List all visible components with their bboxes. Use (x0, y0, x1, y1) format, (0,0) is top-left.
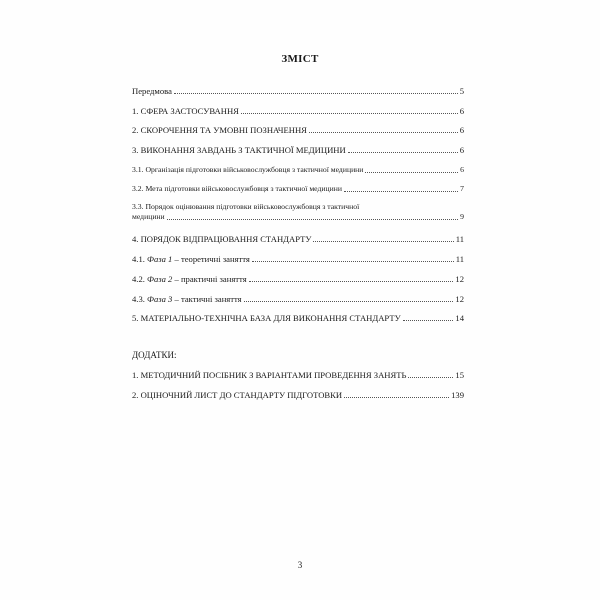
toc-entry-label: 2. СКОРОЧЕННЯ ТА УМОВНІ ПОЗНАЧЕННЯ (132, 125, 307, 135)
toc-entry-page: 14 (455, 313, 464, 323)
toc-entry-3-2 (132, 184, 464, 194)
dot-leader (252, 261, 454, 262)
appendix-entry-page: 139 (451, 390, 464, 400)
toc-entry-phase: Фаза 3 (147, 294, 173, 304)
appendix-entry-page: 15 (455, 370, 464, 380)
dot-leader (313, 241, 453, 242)
toc-entry-label (132, 254, 250, 264)
toc-entry-page: 6 (459, 145, 464, 155)
dot-leader (344, 191, 458, 192)
dot-leader (344, 397, 449, 398)
toc-entry-label: 5. МАТЕРІАЛЬНО-ТЕХНІЧНА БАЗА ДЛЯ ВИКОНАННЯ СТАНДАРТУ (132, 313, 401, 323)
toc-entry-label: 3. ВИКОНАННЯ ЗАВДАНЬ З ТАКТИЧНОЇ МЕДИЦИНИ (132, 145, 346, 155)
toc-entry-page: 6 (460, 165, 464, 174)
dot-leader (244, 301, 454, 302)
toc-entry-3-3 (132, 202, 464, 222)
toc-entry-4-3 (132, 294, 464, 304)
dot-leader (348, 152, 458, 153)
dot-leader (241, 113, 458, 114)
dot-leader (249, 281, 454, 282)
toc-entry-4-1 (132, 254, 464, 264)
toc-entry-3 (132, 145, 464, 155)
toc-entry-label: 3.1. Організація підготовки військовослужбовця з тактичної медицини (132, 165, 364, 174)
toc-entry-prefix: 4.1. (132, 254, 148, 264)
toc-entry-5 (132, 313, 464, 323)
toc-entry-3-1 (132, 165, 464, 175)
toc-entry-preface (132, 86, 464, 96)
toc-entry-rest: – теоретичні заняття (172, 254, 250, 264)
page-title: ЗМІСТ (281, 53, 319, 65)
dot-leader (408, 377, 453, 378)
toc-entry-page: 11 (455, 234, 464, 244)
toc-entry-label (132, 294, 242, 304)
toc-entry-page: 12 (455, 274, 464, 284)
toc-entry-4-2 (132, 274, 464, 284)
toc-entry-page: 6 (459, 106, 464, 116)
dot-leader (309, 132, 458, 133)
dot-leader (365, 172, 458, 173)
appendix-entry-1 (132, 370, 464, 380)
dot-leader (167, 219, 458, 220)
toc-entry-label-line2: медицини (132, 212, 165, 221)
toc-entry-phase: Фаза 2 (147, 274, 173, 284)
appendix-entry-2 (132, 390, 464, 400)
toc-entry-label (132, 274, 247, 284)
toc-entry-rest: – практичні заняття (172, 274, 247, 284)
toc-entry-2 (132, 125, 464, 135)
appendix-entry-label: 2. ОЦІНОЧНИЙ ЛИСТ ДО СТАНДАРТУ ПІДГОТОВКИ (132, 390, 343, 400)
toc-entry-page: 12 (455, 294, 464, 304)
appendix-heading: ДОДАТКИ: (132, 350, 177, 360)
toc-entry-page: 6 (459, 125, 464, 135)
appendix-entry-label: 1. МЕТОДИЧНИЙ ПОСІБНИК З ВАРІАНТАМИ ПРОВЕДЕННЯ ЗАНЯТЬ (132, 370, 407, 380)
toc-entry-prefix: 4.2. (132, 274, 148, 284)
page-number: 3 (297, 560, 303, 570)
toc-entry-label: 4. ПОРЯДОК ВІДПРАЦЮВАННЯ СТАНДАРТУ (132, 234, 312, 244)
toc-entry-page: 11 (455, 254, 464, 264)
toc-entry-page: 5 (459, 86, 464, 96)
toc-entry-rest: – тактичні заняття (172, 294, 242, 304)
toc-entry-label: 3.2. Мета підготовки військовослужбовця з тактичної медицини (132, 184, 342, 193)
dot-leader (174, 93, 458, 94)
toc-entry-1 (132, 106, 464, 116)
toc-entry-phase: Фаза 1 (147, 254, 173, 264)
toc-entry-prefix: 4.3. (132, 294, 148, 304)
toc-entry-page: 9 (460, 212, 464, 221)
toc-entry-page: 7 (460, 184, 464, 193)
toc-entry-label-line1: 3.3. Порядок оцінювання підготовки військовослужбовця з тактичної (132, 202, 360, 211)
dot-leader (403, 320, 454, 321)
toc-entry-label: Передмова (132, 86, 172, 96)
toc-entry-label: 1. СФЕРА ЗАСТОСУВАННЯ (132, 106, 239, 116)
toc-entry-4 (132, 234, 464, 244)
